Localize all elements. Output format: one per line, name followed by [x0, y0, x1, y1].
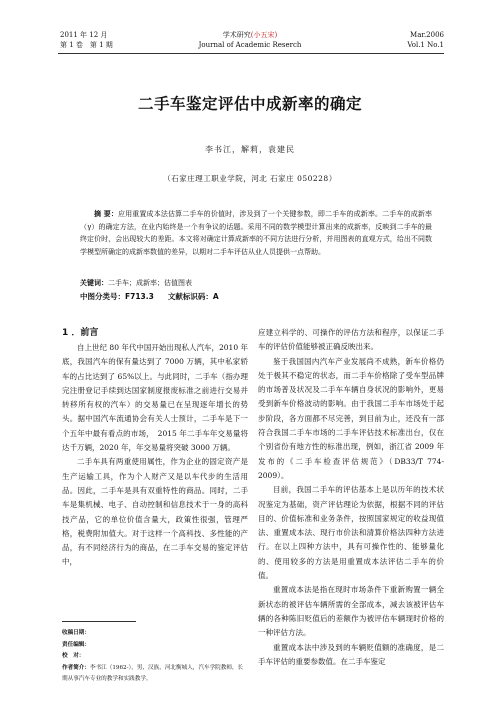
doc-code-label: 文献标识码：: [167, 292, 213, 301]
running-header-center: [170, 30, 330, 50]
clc-label: 中图分类号：: [80, 292, 125, 301]
running-header-right: [407, 30, 444, 50]
header-journal-en: Journal of Academic Reserch: [198, 41, 302, 49]
keywords-label: 关键词：: [80, 279, 108, 287]
footnotes: [62, 628, 248, 686]
header-issue: 第 1 卷 第 1 期: [60, 41, 113, 49]
body-column-right: [258, 326, 444, 669]
section-heading: 1 ．前言: [62, 328, 99, 338]
classification-line: [80, 291, 432, 303]
keywords: [80, 277, 432, 289]
header-divider: [58, 53, 444, 54]
paper-title: 二手车鉴定评估中成新率的确定: [137, 95, 362, 113]
abstract: [80, 208, 432, 258]
header-volume-en: Vol.1 No.1: [407, 41, 444, 49]
footnote-author-bio: 作者简介：李书江（1962-），男，汉族，河北衡城人，汽车学院教师，长期从事汽车专业的教学和实践教学。: [62, 664, 244, 682]
footnote-proofreader: 校 对：: [62, 653, 85, 659]
body-paragraph: 鉴于我国国内汽车产业发展尚不成熟，新车价格仍处于极其不稳定的状态，而二手车价格除了受车型品牌的市场普及状况及二手车车辆自身状况的影响外，更易受到新车价格波动的影响。由于我国二手车市场处于起步阶段，各方面都不尽完善，到目前为止，还没有一部符合我国二手车市场的二手车评估技术标准出台，仅在个别省份有地方性的标准出现，例如，浙江省 2009 年发布的《二手车检查评估规范》（DB33/T 774-2009）。: [258, 356, 444, 480]
header-journal-cn: [170, 30, 330, 40]
abstract-text: 应用重置成本法估算二手车的价值时，涉及到了一个关键参数，即二手车的成新率。二手车的成新率（γ）的确定方法，在业内始终是一个有争议的话题。采用不同的数学模型计算出来的成新率，反映到二手车的最终定价时，会出现较大的差距。本文将对确定计算成新率的不同方法进行分析，并用图表的直观方式，给出不同数学模型所确定的成新率数值的差异，以期对二手车评估从业人员提供一点帮助。: [80, 210, 433, 256]
footnote-editor: 责任编辑：: [62, 641, 90, 648]
footnote-received: 收稿日期：: [62, 630, 90, 636]
author-affiliation: （石家庄理工职业学院，河北 石家庄 050228）: [163, 174, 337, 183]
footnote-divider: [62, 621, 136, 622]
doc-code: A: [212, 292, 219, 301]
abstract-label: 摘 要：: [94, 210, 118, 218]
journal-name-cn: 学术研究: [222, 31, 251, 39]
header-month-en: Mar.2006: [410, 31, 444, 39]
body-paragraph: 重置成本法是指在现时市场条件下重新购置一辆全新状态的被评估车辆所需的全部成本，减去该被评估车辆的各种陈旧贬值后的差额作为被评估车辆现时价格的一种评估方法。: [258, 585, 444, 638]
body-paragraph: 自上世纪 80 年代中国开始出现私人汽车，2010 年底，我国汽车的保有量达到了 7000 万辆，其中私家轿车的占比达到了 65%以上。与此同时，二手车（指办理完注册登记手续到达国家制度报废标准之前进行交易并转移所有权的汽车）的交易量已在呈现逐年增长的势头。据中国汽车流通协会有关人士预计，二手车是下一个五年中最有看点的市场， 2015 年二手车年交易量将达千万辆，2020 年，年交易量将突破 3000 万辆。: [62, 343, 248, 453]
body-column-left: [62, 326, 248, 570]
body-paragraph: 重置成本法中涉及到的车辆贬值额的准确度，是二手车评估的重要参数值。在二手车鉴定: [258, 642, 444, 666]
running-header-left: [60, 30, 113, 50]
body-paragraph: 应建立科学的、可操作的评估方法和程序，以保证二手车的评估价值能够被正确反映出来。: [258, 328, 444, 352]
body-paragraph: 目前，我国二手车的评估基本上是以历年的技术状况鉴定为基础，资产评估理论为依据，根据不同的评估目的、价值标准和业务条件，按照国家规定的收益现值法、重置成本法、现行市价法和清算价格法四种方法进行。在以上四种方法中，具有可操作性的、能够量化的、使用较多的方法是用重置成本法评估二手车的价值。: [258, 485, 444, 581]
body-paragraph: 二手车具有两重使用属性，作为企业的固定资产是生产运输工具，作为个人财产又是以车代步的生活用品。因此，二手车是具有双重特性的商品。同时，二手车是集机械、电子、自动控制和信息技术于一身的高科技产品，它的单位价值含量大，政策性很强，管理严格，税费附加值大。对于这样一个高科技、多性能的产品，有不同经济行为的商品，在二手车交易的鉴定评估中，: [62, 457, 248, 567]
header-date: 2011 年 12 月: [60, 31, 108, 39]
author-list: 李书江，解莉，袁建民: [205, 145, 295, 154]
journal-font-tag: (小五宋): [250, 31, 278, 39]
keywords-text: 二手车；成新率；估值图表: [108, 279, 192, 287]
clc-code: F713.3: [125, 292, 154, 301]
